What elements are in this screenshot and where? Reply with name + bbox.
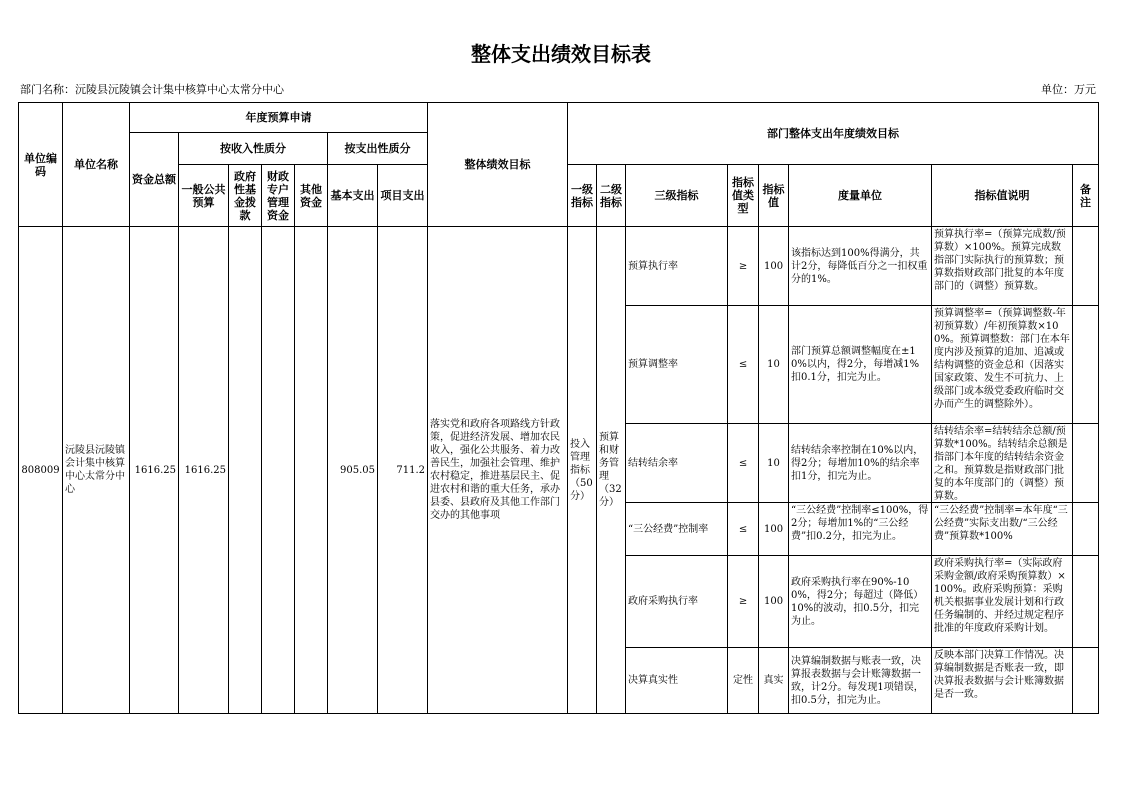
measure-cell: 该指标达到100%得满分，共计2分，每降低百分之一扣权重分的1%。 [789,227,932,306]
desc-cell [932,503,1073,556]
level3-cell: 预算执行率 [626,227,728,306]
level3-cell: “三公经费”控制率 [626,503,728,556]
indicator-value-cell: 10 [759,424,789,503]
header-basic-expense: 基本支出 [328,165,378,227]
desc-text: 预算调整率=（预算调整数-年初预算数）/年初预算数×100%。预算调整数：部门在本年度内涉及预算的追加、追减或结构调整的资金总和（因落实国家政策、发生不可抗力、上级部门或本级党委政府临时交办而产生的调整除外）。 [934,308,1070,410]
header-level3: 三级指标 [626,165,728,227]
indicator-value-cell: 100 [759,503,789,556]
table-row [19,227,1099,306]
header-total-funds: 资金总额 [130,133,179,227]
header-other-funds: 其他资金 [295,165,328,227]
header-unit-name: 单位名称 [63,103,130,227]
measure-cell: 部门预算总额调整幅度在±10%以内，得2分，每增减1%扣0.1分，扣完为止。 [789,306,932,424]
remark-cell [1073,556,1099,648]
header-level2: 二级指标 [597,165,626,227]
indicator-type-cell: ≥ [728,227,759,306]
basic-expense-cell: 905.05 [328,227,378,714]
header-unit-measure: 度量单位 [789,165,932,227]
project-expense-cell: 711.2 [378,227,428,714]
measure-cell: 结转结余率控制在10%以内，得2分；每增加10%的结余率扣1分，扣完为止。 [789,424,932,503]
header-overall-goal: 整体绩效目标 [428,103,568,227]
department-name: 部门名称：沅陵县沅陵镇会计集中核算中心太常分中心 [20,83,284,96]
remark-cell [1073,306,1099,424]
desc-cell [932,227,1073,306]
desc-text: 预算执行率=（预算完成数/预算数）×100%。预算完成数指部门实际执行的预算数；预算数指财政部门批复的本年度部门的（调整）预算数。 [934,229,1066,292]
remark-cell [1073,503,1099,556]
indicator-type-cell: 定性 [728,648,759,714]
indicator-type-cell: ≤ [728,503,759,556]
header-indicator-value: 指标值 [759,165,789,227]
indicator-type-cell: ≤ [728,306,759,424]
remark-cell [1073,648,1099,714]
header-indicator-desc: 指标值说明 [932,165,1073,227]
header-fiscal-special: 财政专户管理资金 [262,165,295,227]
remark-cell [1073,424,1099,503]
unit-label: 单位：万元 [1041,83,1096,96]
measure-cell [789,503,932,556]
header-remark: 备注 [1073,165,1099,227]
desc-cell [932,556,1073,648]
total-funds-cell: 1616.25 [130,227,179,714]
desc-text: 反映本部门决算工作情况。决算编制数据是否账表一致，即决算报表数据与会计账簿数据是否一致。 [934,650,1065,700]
level1-cell: 投入管理指标（50分） [568,227,597,714]
level3-cell: 政府采购执行率 [626,556,728,648]
other-funds-cell [295,227,328,714]
header-annual-budget: 年度预算申请 [130,103,428,133]
level3-cell: 预算调整率 [626,306,728,424]
indicator-type-cell: ≤ [728,424,759,503]
header-level1: 一级指标 [568,165,597,227]
indicator-value-cell: 100 [759,227,789,306]
indicator-value-cell: 10 [759,306,789,424]
remark-cell [1073,227,1099,306]
header-project-expense: 项目支出 [378,165,428,227]
desc-cell [932,306,1073,424]
header-by-income: 按收入性质分 [179,133,328,165]
page-title: 整体支出绩效目标表 [471,42,651,66]
general-budget-cell: 1616.25 [179,227,229,714]
header-dept-goal: 部门整体支出年度绩效目标 [568,103,1099,165]
gov-fund-cell [229,227,262,714]
indicator-type-cell: ≥ [728,556,759,648]
header-unit-code: 单位编码 [19,103,63,227]
header-by-expense: 按支出性质分 [328,133,428,165]
desc-text: 政府采购执行率=（实际政府采购金额/政府采购预算数）×100%。政府采购预算：采购机关根据事业发展计划和行政任务编制的、并经过规定程序批准的年度政府采购计划。 [934,558,1066,634]
header-gov-fund: 政府性基金拨款 [229,165,262,227]
level2-cell: 预算和财务管理（32分） [597,227,626,714]
desc-cell [932,648,1073,714]
fiscal-special-cell [262,227,295,714]
measure-cell: 决算编制数据与账表一致，决算报表数据与会计账簿数据一致，计2分。每发现1项错误，扣0.5分，扣完为止。 [789,648,932,714]
level3-cell: 决算真实性 [626,648,728,714]
header-indicator-type: 指标值类型 [728,165,759,227]
desc-cell [932,424,1073,503]
unit-code-cell: 808009 [19,227,63,714]
measure-text: “三公经费”控制率≤100%，得2分；每增加1%的“三公经费”扣0.2分，扣完为止。 [791,505,929,542]
level3-cell: 结转结余率 [626,424,728,503]
unit-name-cell: 沅陵县沅陵镇会计集中核算中心太常分中心 [63,227,130,714]
performance-table [18,102,1099,714]
header-general-budget: 一般公共预算 [179,165,229,227]
overall-goal-cell: 落实党和政府各项路线方针政策，促进经济发展、增加农民收入，强化公共服务、着力改善民生，加强社会管理、维护农村稳定，推进基层民主、促进农村和谐的重大任务，承办县委、县政府及其他工作部门交办的其他事项 [428,227,568,714]
indicator-value-cell: 100 [759,556,789,648]
indicator-value-cell: 真实 [759,648,789,714]
desc-text: “三公经费”控制率=本年度“三公经费”实际支出数/“三公经费”预算数*100% [934,505,1068,542]
measure-cell: 政府采购执行率在90%-100%，得2分；每超过（降低）10%的波动，扣0.5分，扣完为止。 [789,556,932,648]
desc-text: 结转结余率=结转结余总额/预算数*100%。结转结余总额是指部门本年度的结转结余资金之和。预算数是指财政部门批复的本年度部门的（调整）预算数。 [934,426,1068,501]
